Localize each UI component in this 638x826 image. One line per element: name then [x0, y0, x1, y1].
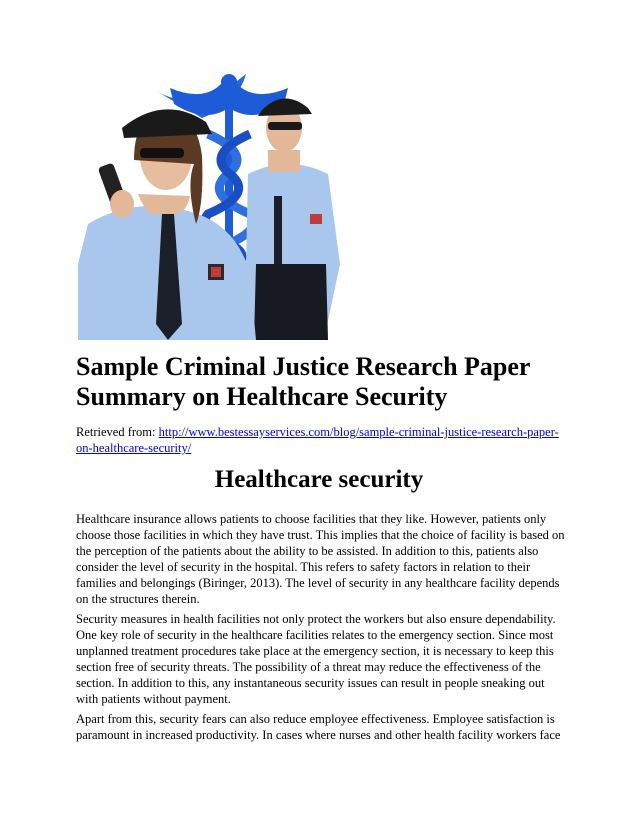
retrieved-from-line	[76, 424, 566, 456]
page-title: Sample Criminal Justice Research Paper Summary on Healthcare Security	[76, 352, 530, 411]
body-paragraph: Healthcare insurance allows patients to choose facilities that they like. However, patients only choose those facilities in which they have trust. This implies that the choice of facility is based on the perception of the patients about the ability to be assisted. In addition to this, patients also consider the level of security in the hospital. This refers to safety factors in relation to their families and belongings (Biringer, 2013). The level of security in any healthcare facility depends on the structures therein.	[76, 512, 565, 606]
body-paragraph: Apart from this, security fears can also reduce employee effectiveness. Employee satisfaction is paramount in increased productivity. In cases where nurses and other health facility workers face	[76, 712, 561, 742]
body-paragraph: Security measures in health facilities not only protect the workers but also ensure dependability. One key role of security in the healthcare facilities relates to the emergency section. Since most unplanned treatment procedures take place at the emergency section, it is necessary to keep this section free of security threats. The possibility of a threat may reduce the effectiveness of the section. In addition to this, any instantaneous security issues can result in people sneaking out with patients without payment.	[76, 612, 556, 706]
section-heading: Healthcare security	[214, 466, 424, 493]
source-link[interactable]: http://www.bestessayservices.com/blog/sample-criminal-justice-research-paper-on-healthcare-security/	[76, 425, 559, 455]
retrieved-label: Retrieved from:	[76, 425, 159, 439]
security-guards-illustration	[78, 64, 348, 340]
male-guard-figure	[246, 98, 340, 340]
